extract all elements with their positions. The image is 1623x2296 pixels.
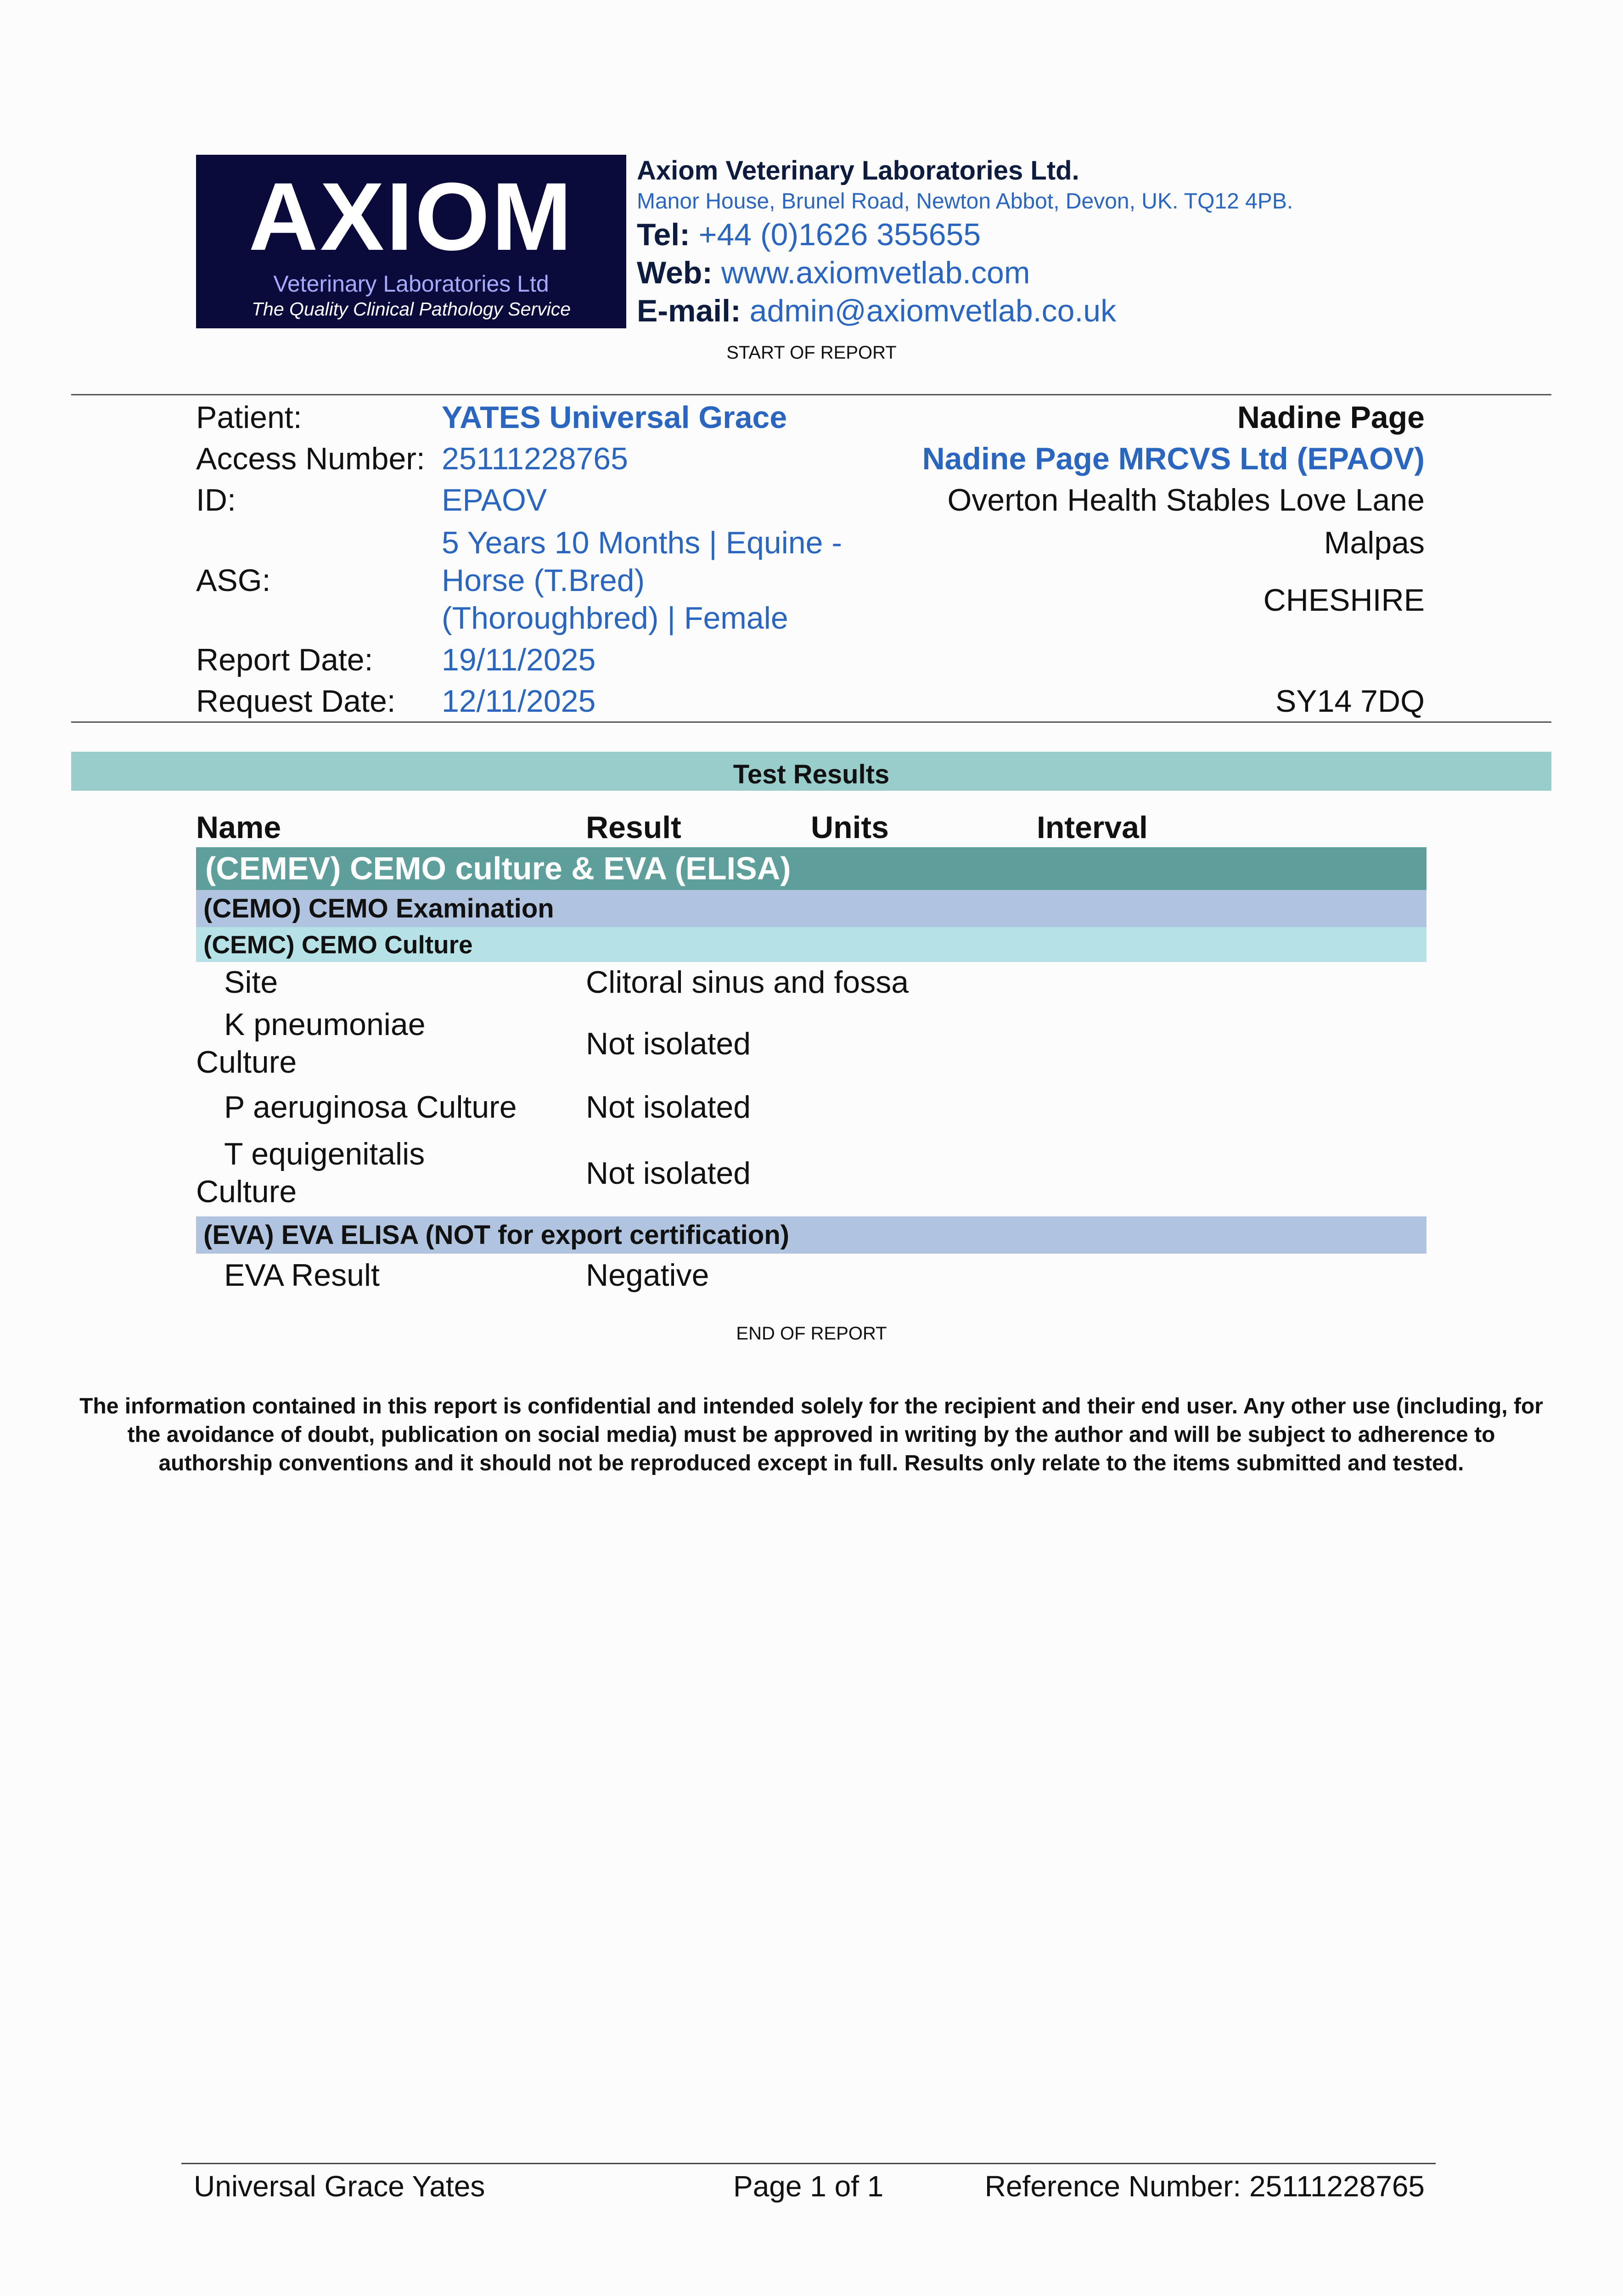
test-result-teq: Not isolated: [586, 1156, 751, 1191]
logo-tagline: The Quality Clinical Pathology Service: [251, 298, 571, 320]
test-name-teq-2: Culture: [196, 1174, 297, 1209]
test-name-kpn-1: K pneumoniae: [224, 1007, 426, 1042]
request-date-label: Request Date:: [196, 684, 396, 719]
vet-practice: Nadine Page MRCVS Ltd (EPAOV): [922, 441, 1425, 476]
request-date: 12/11/2025: [442, 684, 596, 719]
lab-website: [637, 255, 1030, 291]
patient-name: YATES Universal Grace: [442, 400, 787, 435]
lab-telephone: [637, 217, 981, 253]
vet-address-line1: Overton Health Stables Love Lane: [947, 483, 1425, 518]
asg-line1: 5 Years 10 Months | Equine -: [442, 525, 842, 560]
test-name-teq-1: T equigenitalis: [224, 1137, 425, 1171]
logo-subtitle: Veterinary Laboratories Ltd: [273, 271, 549, 297]
confidentiality-disclaimer: The information contained in this report is confidential and intended solely for the recipient and their end user. Any other use (including, for the avoidance of doubt, publication on social media) must be approved in writing by the author and will be subject to adherence to authorship conventions and it should not be reproduced except in full. Results only relate to the items submitted and tested.: [79, 1394, 1543, 1475]
col-result: Result: [586, 810, 681, 845]
access-number: 25111228765: [442, 441, 628, 476]
web-link[interactable]: www.axiomvetlab.com: [721, 255, 1030, 290]
vet-address-line2: Malpas: [1324, 525, 1425, 560]
lab-email: [637, 293, 1116, 329]
test-name-eva: EVA Result: [224, 1258, 380, 1293]
test-result-pae: Not isolated: [586, 1090, 751, 1125]
lab-name: Axiom Veterinary Laboratories Ltd.: [637, 156, 1079, 186]
patient-label: Patient:: [196, 400, 302, 435]
lab-address: Manor House, Brunel Road, Newton Abbot, Devon, UK. TQ12 4PB.: [637, 189, 1293, 214]
asg-line3: (Thoroughbred) | Female: [442, 601, 788, 636]
test-result-eva: Negative: [586, 1258, 709, 1293]
logo-wordmark: AXIOM: [248, 163, 574, 270]
asg-label: ASG:: [196, 563, 271, 598]
web-label: Web:: [637, 255, 713, 290]
footer-reference: Reference Number: 25111228765: [984, 2170, 1425, 2203]
test-name-site: Site: [224, 965, 278, 1000]
vet-name: Nadine Page: [1237, 400, 1425, 435]
id-label: ID:: [196, 483, 236, 518]
divider-bottom: [71, 721, 1551, 723]
panel-header: (CEMEV) CEMO culture & EVA (ELISA): [196, 847, 1426, 890]
test-result-kpn: Not isolated: [586, 1026, 751, 1061]
email-link[interactable]: admin@axiomvetlab.co.uk: [749, 293, 1117, 328]
subpanel-eva: (EVA) EVA ELISA (NOT for export certification): [196, 1216, 1426, 1254]
lab-logo: [196, 155, 626, 328]
patient-id: EPAOV: [442, 483, 547, 518]
asg-line2: Horse (T.Bred): [442, 563, 645, 598]
subpanel-cemo: (CEMO) CEMO Examination: [196, 890, 1426, 927]
col-name: Name: [196, 810, 281, 845]
test-result-site: Clitoral sinus and fossa: [586, 965, 909, 1000]
test-name-pae: P aeruginosa Culture: [224, 1090, 517, 1125]
col-units: Units: [811, 810, 889, 845]
divider-top: [71, 394, 1551, 395]
access-number-label: Access Number:: [196, 441, 425, 476]
tel-label: Tel:: [637, 217, 690, 252]
test-name-kpn-2: Culture: [196, 1045, 297, 1080]
report-date-label: Report Date:: [196, 642, 373, 677]
start-of-report: START OF REPORT: [726, 343, 897, 363]
vet-county: CHESHIRE: [1263, 583, 1425, 618]
footer-rule: [181, 2163, 1436, 2164]
end-of-report: END OF REPORT: [736, 1323, 887, 1344]
col-interval: Interval: [1037, 810, 1148, 845]
email-label: E-mail:: [637, 293, 741, 328]
footer-patient: Universal Grace Yates: [194, 2170, 485, 2203]
subpanel-cemc: (CEMC) CEMO Culture: [196, 927, 1426, 962]
tel-value[interactable]: +44 (0)1626 355655: [698, 217, 981, 252]
report-date: 19/11/2025: [442, 642, 596, 677]
test-results-band: Test Results: [71, 752, 1551, 791]
footer-page-number: Page 1 of 1: [733, 2170, 884, 2203]
vet-postcode: SY14 7DQ: [1275, 684, 1425, 719]
